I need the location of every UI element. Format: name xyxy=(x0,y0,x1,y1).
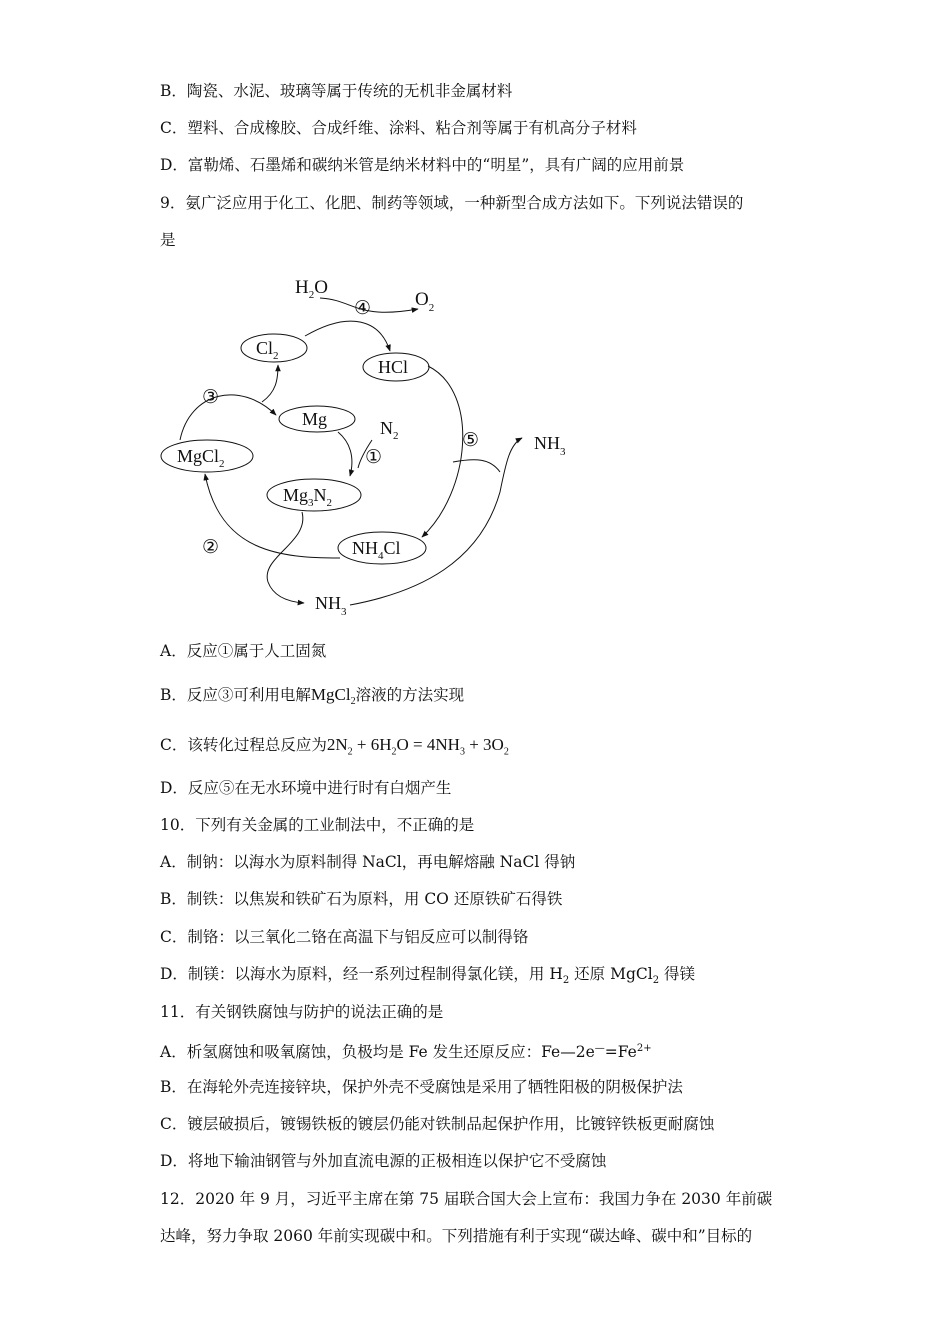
q11-option-d: D．将地下输油钢管与外加直流电源的正极相连以保护它不受腐蚀 xyxy=(160,1152,607,1170)
step1-label: ① xyxy=(365,447,383,468)
o2-label: $O_2$ xyxy=(415,289,435,314)
arrow-mg3n2-to-nh3 xyxy=(267,512,304,603)
ammonia-synthesis-diagram xyxy=(150,262,590,622)
step4-label: ④ xyxy=(354,298,372,319)
step2-label: ② xyxy=(202,537,220,558)
arrow-cl2-to-hcl xyxy=(305,321,390,351)
q10-option-d: D．制镁：以海水为原料，经一系列过程制得氯化镁，用 $H_2$ 还原 MgCl$_2$ 得镁 xyxy=(160,965,696,987)
n2-label: $N_2$ xyxy=(380,418,399,442)
q9-option-c: C．该转化过程总反应为$2N_2 + 6H_2O = 4NH_3 + 3O_2$ xyxy=(160,735,509,758)
q10-option-a: A．制钠：以海水为原料制得 NaCl，再电解熔融 NaCl 得钠 xyxy=(160,853,576,871)
q9-option-b: B．反应③可利用电解MgCl$_2$溶液的方法实现 xyxy=(160,685,465,708)
q10-option-b: B．制铁：以焦炭和铁矿石为原料，用 CO 还原铁矿石得铁 xyxy=(160,890,563,908)
cl2-label: $Cl_2$ xyxy=(256,338,279,362)
mgcl2-label: MgCl$_2$ xyxy=(177,446,225,470)
h2o-label: $H_2O$ xyxy=(295,277,328,301)
arrow-to-cl2 xyxy=(262,365,278,402)
q11-option-c: C．镀层破损后，镀锡铁板的镀层仍能对铁制品起保护作用，比镀锌铁板更耐腐蚀 xyxy=(160,1115,715,1133)
step5-label: ⑤ xyxy=(462,430,480,451)
q12-stem-line1: 12．2020 年 9 月，习近平主席在第 75 届联合国大会上宣布：我国力争在 2030 年前碳 xyxy=(160,1190,773,1208)
q9-stem-line1: 9．氨广泛应用于化工、化肥、制药等领域，一种新型合成方法如下。下列说法错误的 xyxy=(160,194,744,212)
q11-option-a: A．析氢腐蚀和吸氧腐蚀，负极均是 Fe 发生还原反应：$Fe—2e^—=Fe^{2+}$ xyxy=(160,1043,652,1062)
q12-stem-line2: 达峰，努力争取 2060 年前实现碳中和。下列措施有利于实现“碳达峰、碳中和”目标的 xyxy=(160,1227,753,1245)
arrow-mg-to-mg3n2 xyxy=(338,432,352,476)
hcl-label: HCl xyxy=(378,357,409,377)
q9-option-a: A．反应①属于人工固氮 xyxy=(160,642,327,660)
q10-stem: 10．下列有关金属的工业制法中，不正确的是 xyxy=(160,816,475,834)
arrow-mgcl2-to-mg xyxy=(180,395,276,440)
mg-label: Mg xyxy=(302,409,328,429)
nh3-bottom-label: $NH_3$ xyxy=(315,593,347,618)
q8-option-b: B．陶瓷、水泥、玻璃等属于传统的无机非金属材料 xyxy=(160,82,513,100)
nh4cl-label: $NH_4Cl$ xyxy=(352,538,401,562)
arrow-hcl-to-nh4cl xyxy=(422,366,463,537)
q11-stem: 11．有关钢铁腐蚀与防护的说法正确的是 xyxy=(160,1003,444,1021)
q8-option-c: C．塑料、合成橡胶、合成纤维、涂料、粘合剂等属于有机高分子材料 xyxy=(160,119,637,137)
mg3n2-label: $Mg_3N_2$ xyxy=(283,485,333,509)
nh3-right-label: $NH_3$ xyxy=(534,433,566,458)
q9-stem-line2: 是 xyxy=(160,231,176,249)
q9-option-d: D．反应⑤在无水环境中进行时有白烟产生 xyxy=(160,779,452,797)
step3-label: ③ xyxy=(202,387,220,408)
q11-option-b: B．在海轮外壳连接锌块，保护外壳不受腐蚀是采用了牺牲阳极的阴极保护法 xyxy=(160,1078,683,1096)
q10-option-c: C．制铬：以三氧化二铬在高温下与铝反应可以制得铬 xyxy=(160,928,529,946)
q8-option-d: D．富勒烯、石墨烯和碳纳米管是纳米材料中的“明星”，具有广阔的应用前景 xyxy=(160,156,685,174)
